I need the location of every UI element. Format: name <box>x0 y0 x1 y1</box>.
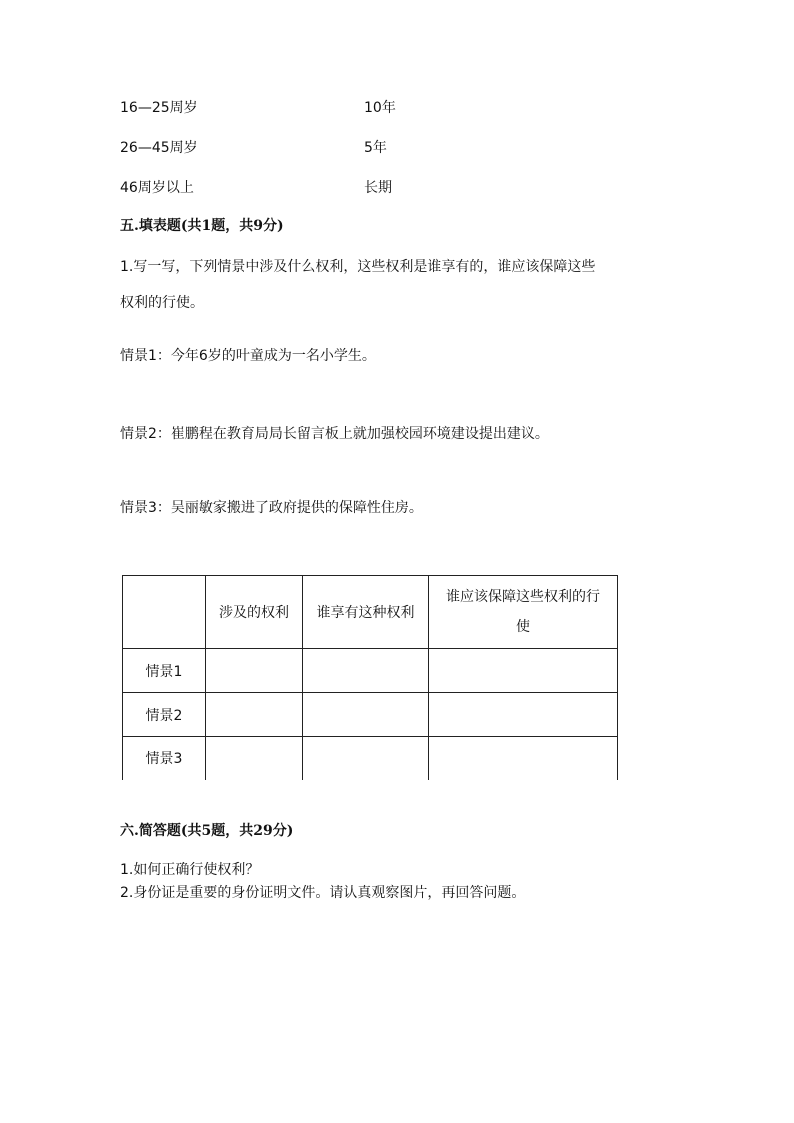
validity-2: 5年 <box>364 140 387 156</box>
answer-cell[interactable] <box>303 737 429 780</box>
short-question-1: 1.如何正确行使权利？ <box>120 862 260 878</box>
answer-cell[interactable] <box>429 693 618 737</box>
table-row <box>123 649 618 693</box>
table-row <box>123 737 618 780</box>
answer-cell[interactable] <box>206 737 303 780</box>
header-who-enjoys: 谁享有这种权利 <box>303 576 429 649</box>
header-rights-involved: 涉及的权利 <box>206 576 303 649</box>
header-who-guarantees: 谁应该保障这些权利的行使 <box>429 576 618 649</box>
answer-cell[interactable] <box>429 737 618 780</box>
answer-cell[interactable] <box>429 649 618 693</box>
table-row <box>123 693 618 737</box>
answer-cell[interactable] <box>206 649 303 693</box>
table-corner-cell <box>123 576 206 649</box>
scenario-1: 情景1：今年6岁的叶童成为一名小学生。 <box>120 348 376 364</box>
short-question-2: 2.身份证是重要的身份证明文件。请认真观察图片，再回答问题。 <box>120 885 526 901</box>
validity-1: 10年 <box>364 100 396 116</box>
answer-cell[interactable] <box>206 693 303 737</box>
scenario-2: 情景2：崔鹏程在教育局局长留言板上就加强校园环境建设提出建议。 <box>120 426 549 442</box>
question-line-2: 权利的行使。 <box>120 295 204 311</box>
row-label-scenario-3: 情景3 <box>123 737 206 780</box>
row-label-scenario-1: 情景1 <box>123 649 206 693</box>
age-range-1: 16—25周岁 <box>120 100 198 116</box>
age-range-2: 26—45周岁 <box>120 140 198 156</box>
row-label-scenario-2: 情景2 <box>123 693 206 737</box>
section6-heading: 六.简答题(共5题，共29分) <box>120 823 294 839</box>
scenario-3: 情景3：吴丽敏家搬进了政府提供的保障性住房。 <box>120 500 423 516</box>
rights-table <box>122 575 618 780</box>
answer-cell[interactable] <box>303 693 429 737</box>
question-line-1: 1.写一写，下列情景中涉及什么权利，这些权利是谁享有的，谁应该保障这些 <box>120 259 596 275</box>
table-header-row <box>123 576 618 649</box>
validity-3: 长期 <box>364 180 392 196</box>
answer-cell[interactable] <box>303 649 429 693</box>
age-range-3: 46周岁以上 <box>120 180 194 196</box>
section5-heading: 五.填表题(共1题，共9分) <box>120 218 284 234</box>
